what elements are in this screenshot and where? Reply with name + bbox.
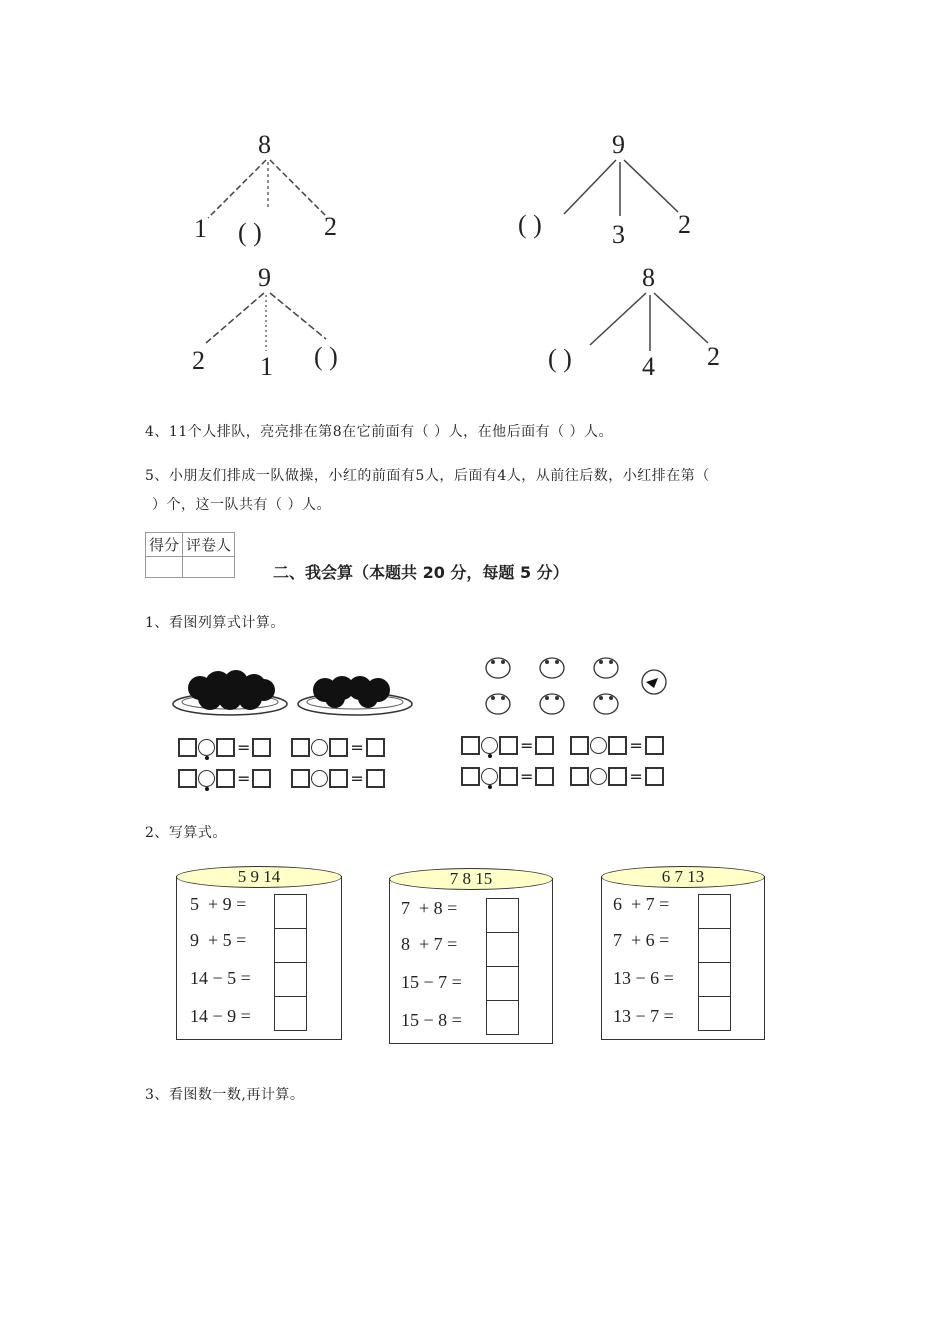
bucket-2-header: 7 8 15: [389, 868, 553, 890]
operator-circle[interactable]: [198, 770, 215, 787]
question-5-line-2: ）个，这一队共有（ ）人。: [152, 497, 331, 513]
score-header: 得分: [146, 533, 183, 557]
tree-3-right: ( ): [314, 342, 338, 371]
bucket-2-line-2: 8 + 7 =: [401, 934, 458, 954]
tree-1-right: 2: [324, 212, 337, 241]
operator-circle[interactable]: [590, 768, 607, 785]
frog-equations: [461, 736, 664, 786]
equals-sign: =: [237, 769, 251, 788]
answer-box[interactable]: [486, 932, 519, 967]
section-2-title: 二、我会算（本题共 20 分，每题 5 分）: [273, 563, 569, 582]
bucket-1-line-1: 5 + 9 =: [190, 894, 247, 914]
tree-2-mid: 3: [612, 220, 625, 249]
answer-box[interactable]: [499, 767, 518, 786]
bucket-1: [176, 866, 342, 1040]
tree-2-top: 9: [612, 130, 625, 159]
tree-2-right: 2: [678, 210, 691, 239]
answer-box[interactable]: [252, 769, 271, 788]
tree-1-mid: ( ): [238, 218, 262, 247]
equals-sign: =: [520, 736, 534, 755]
answer-box[interactable]: [535, 767, 554, 786]
tree-3-left: 2: [192, 346, 205, 375]
operator-circle[interactable]: [481, 768, 498, 785]
answer-box[interactable]: [486, 898, 519, 933]
answer-box[interactable]: [178, 738, 197, 757]
answer-box[interactable]: [698, 962, 731, 997]
answer-box[interactable]: [274, 996, 307, 1031]
grader-header: 评卷人: [183, 533, 235, 557]
answer-box[interactable]: [274, 928, 307, 963]
equals-sign: =: [629, 736, 643, 755]
operator-circle[interactable]: [198, 739, 215, 756]
tree-4-top: 8: [642, 263, 655, 292]
question-5-line-1: 5、小朋友们排成一队做操，小红的前面有5人，后面有4人，从前往后数，小红排在第（: [145, 468, 710, 484]
tree-3-top: 9: [258, 263, 271, 292]
answer-box[interactable]: [645, 767, 664, 786]
tree-1-left: 1: [194, 214, 207, 243]
apple-equations: [178, 738, 385, 788]
answer-box[interactable]: [178, 769, 197, 788]
bucket-3: [601, 866, 767, 1040]
bucket-1-line-4: 14 − 9 =: [190, 1006, 251, 1026]
answer-box[interactable]: [366, 769, 385, 788]
bucket-2-line-1: 7 + 8 =: [401, 898, 458, 918]
bucket-2-line-4: 15 − 8 =: [401, 1010, 462, 1030]
section-2-question-2: 2、写算式。: [145, 825, 227, 841]
answer-box[interactable]: [216, 769, 235, 788]
answer-box[interactable]: [461, 736, 480, 755]
apples-on-plates-image: [170, 658, 430, 722]
equals-sign: =: [520, 767, 534, 786]
operator-circle[interactable]: [481, 737, 498, 754]
score-table: [145, 532, 235, 578]
answer-box[interactable]: [570, 767, 589, 786]
answer-box[interactable]: [486, 1000, 519, 1035]
tree-2-left: ( ): [518, 210, 542, 239]
frogs-image: [478, 648, 698, 724]
question-4: 4、11个人排队，亮亮排在第8在它前面有（ ）人，在他后面有（ ）人。: [145, 424, 614, 440]
tree-4-left: ( ): [548, 344, 572, 373]
score-cell[interactable]: [146, 557, 183, 578]
section-2-question-1: 1、看图列算式计算。: [145, 615, 285, 631]
bucket-3-line-3: 13 − 6 =: [613, 968, 674, 988]
answer-box[interactable]: [608, 736, 627, 755]
tree-4-mid: 4: [642, 352, 655, 381]
answer-box[interactable]: [608, 767, 627, 786]
bucket-3-line-2: 7 + 6 =: [613, 930, 670, 950]
answer-box[interactable]: [252, 738, 271, 757]
answer-box[interactable]: [570, 736, 589, 755]
grader-cell[interactable]: [183, 557, 235, 578]
bucket-3-line-1: 6 + 7 =: [613, 894, 670, 914]
answer-box[interactable]: [499, 736, 518, 755]
answer-box[interactable]: [329, 769, 348, 788]
answer-box[interactable]: [698, 928, 731, 963]
answer-box[interactable]: [645, 736, 664, 755]
operator-circle[interactable]: [311, 739, 328, 756]
answer-box[interactable]: [291, 769, 310, 788]
operator-circle[interactable]: [590, 737, 607, 754]
bucket-3-line-4: 13 − 7 =: [613, 1006, 674, 1026]
section-2-question-3: 3、看图数一数,再计算。: [145, 1087, 305, 1103]
tree-4-right: 2: [707, 342, 720, 371]
equals-sign: =: [350, 738, 364, 757]
bucket-1-line-3: 14 − 5 =: [190, 968, 251, 988]
answer-box[interactable]: [274, 894, 307, 929]
bucket-2-line-3: 15 − 7 =: [401, 972, 462, 992]
answer-box[interactable]: [366, 738, 385, 757]
number-tree-3: [180, 265, 380, 375]
tree-1-top: 8: [258, 130, 271, 159]
equals-sign: =: [629, 767, 643, 786]
answer-box[interactable]: [274, 962, 307, 997]
answer-box[interactable]: [486, 966, 519, 1001]
answer-box[interactable]: [216, 738, 235, 757]
answer-box[interactable]: [291, 738, 310, 757]
answer-box[interactable]: [698, 996, 731, 1031]
bucket-1-line-2: 9 + 5 =: [190, 930, 247, 950]
answer-box[interactable]: [329, 738, 348, 757]
equals-sign: =: [237, 738, 251, 757]
tree-3-mid: 1: [260, 352, 273, 381]
answer-box[interactable]: [461, 767, 480, 786]
equals-sign: =: [350, 769, 364, 788]
bucket-1-header: 5 9 14: [176, 866, 342, 888]
bucket-2: [389, 868, 555, 1044]
operator-circle[interactable]: [311, 770, 328, 787]
bucket-3-header: 6 7 13: [601, 866, 765, 888]
answer-box[interactable]: [698, 894, 731, 929]
answer-box[interactable]: [535, 736, 554, 755]
